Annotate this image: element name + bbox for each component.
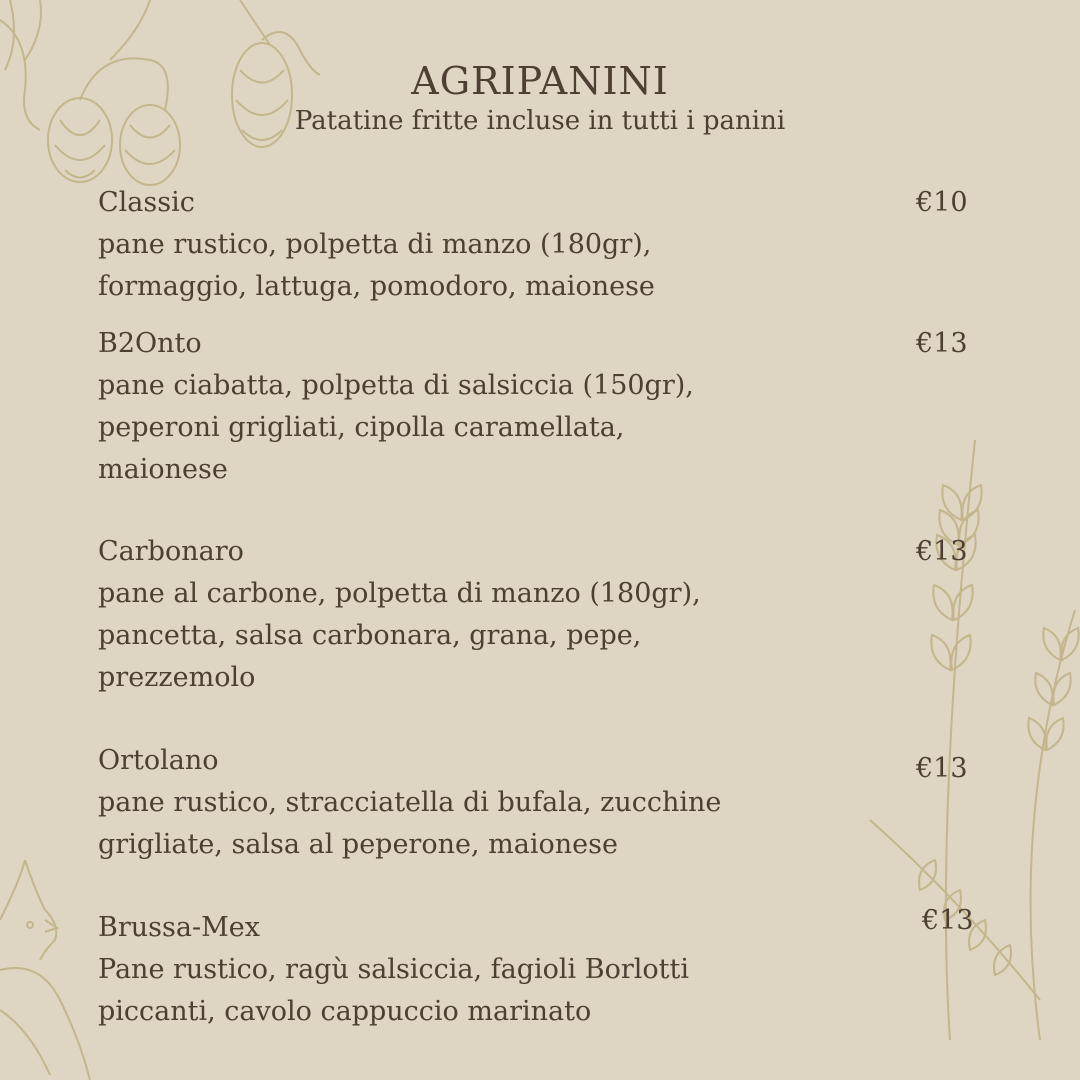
item-name: Carbonaro (98, 536, 244, 567)
item-name: Classic (98, 187, 195, 218)
item-description: pane rustico, polpetta di manzo (180gr), formaggio, lattuga, pomodoro, maionese (98, 229, 655, 302)
menu-item-brussa-mex (98, 907, 978, 1033)
menu-title: AGRIPANINI (411, 59, 669, 103)
item-description: pane rustico, stracciatella di bufala, zucchine grigliate, salsa al peperone, maionese (98, 787, 722, 860)
item-price: €13 (916, 536, 968, 567)
item-name: Ortolano (98, 745, 219, 776)
menu-item-classic (98, 182, 978, 308)
bird-illustration-icon (0, 860, 110, 1080)
item-description: Pane rustico, ragù salsiccia, fagioli Borlotti piccanti, cavolo cappuccio marinato (98, 954, 690, 1027)
item-price: €13 (916, 753, 968, 784)
item-description: pane ciabatta, polpetta di salsiccia (150gr), peperoni grigliati, cipolla caramellata, maionese (98, 370, 694, 485)
menu-item-carbonaro (98, 531, 978, 699)
menu-item-ortolano (98, 740, 978, 866)
item-description: pane al carbone, polpetta di manzo (180gr), pancetta, salsa carbonara, grana, pepe, prezzemolo (98, 578, 701, 693)
item-name: B2Onto (98, 328, 202, 359)
menu-header (0, 60, 1080, 136)
menu-subtitle: Patatine fritte incluse in tutti i panini (294, 105, 786, 136)
item-price: €13 (922, 905, 974, 936)
item-name: Brussa-Mex (98, 912, 260, 943)
item-price: €10 (916, 187, 968, 218)
menu-item-b2onto (98, 323, 978, 491)
item-price: €13 (916, 328, 968, 359)
